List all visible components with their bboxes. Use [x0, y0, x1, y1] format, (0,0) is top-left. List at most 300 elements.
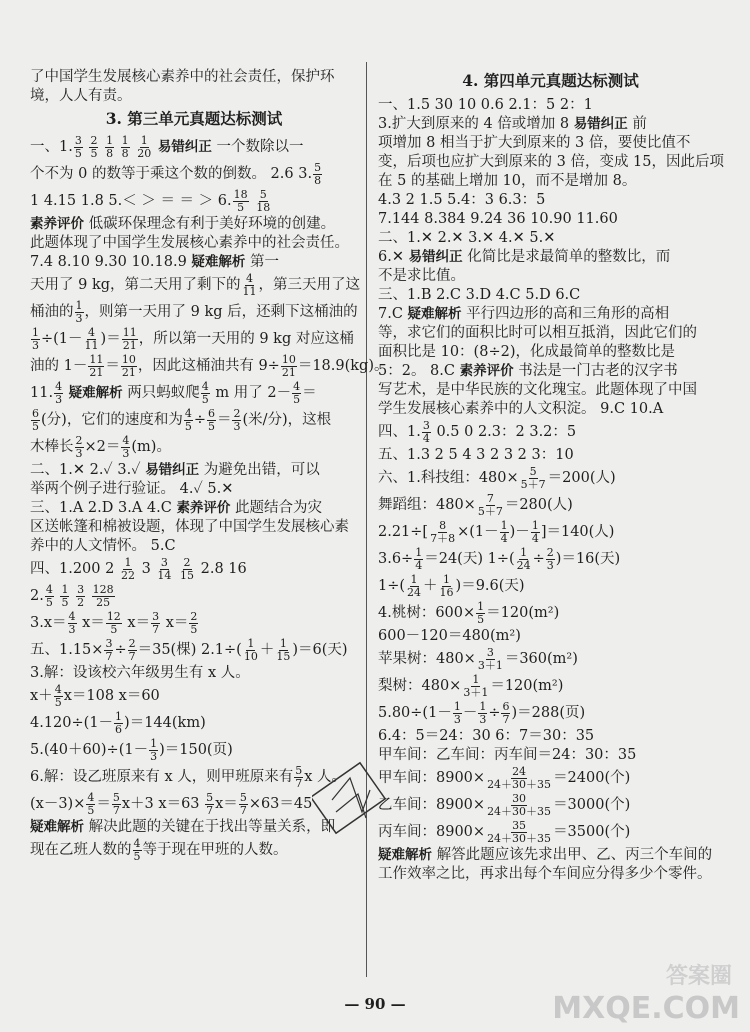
text-line: [30, 737, 358, 764]
numerator: 1: [115, 709, 123, 723]
fraction: [462, 674, 489, 699]
text-line: [30, 352, 389, 380]
denominator: 5: [207, 419, 215, 433]
text-segment: ÷: [114, 642, 127, 658]
text-line: 3.解：设该校六年级男生有 x 人。: [30, 665, 250, 681]
denominator: 7＋8: [430, 531, 456, 545]
numerator: 4: [55, 379, 63, 393]
denominator: 3: [479, 712, 487, 726]
text-segment: ＋: [423, 578, 438, 594]
numerator: 3: [160, 555, 168, 569]
text-segment: 平行四边形的高和三角形的高相: [461, 306, 670, 322]
denominator: 15: [276, 649, 291, 663]
text-segment: ＝3000(个): [553, 797, 631, 813]
text-segment: )＝16(天): [555, 551, 621, 567]
fraction: [477, 493, 504, 518]
text-segment: 五、1.15×: [30, 642, 104, 658]
text-line: 写艺术，是中华民族的文化瑰宝。此题体现了中国: [378, 382, 697, 398]
fraction: [439, 574, 455, 599]
fraction: [292, 381, 301, 406]
numerator: 5: [314, 160, 322, 174]
denominator: 22: [120, 568, 135, 582]
fraction: [486, 793, 552, 818]
numerator: 1: [415, 545, 423, 559]
text-line: 工作效率之比，再求出每个车间应分得多少个零件。: [378, 866, 712, 882]
text-line: [378, 819, 723, 846]
text-segment: 此题结合为灾: [230, 500, 323, 516]
text-segment: ×(1－: [457, 524, 499, 540]
numerator: 2: [183, 555, 191, 569]
fraction: [92, 584, 115, 609]
denominator: 5: [184, 419, 192, 433]
numerator: 1: [472, 672, 480, 686]
text-line: [30, 271, 361, 299]
text-segment: 一个数除以一: [211, 139, 304, 155]
text-line: 在 5 的基础上增加 10，而不是增加 8。: [378, 173, 637, 189]
text-segment: )－: [509, 524, 530, 540]
numerator: 1: [32, 325, 39, 339]
text-line: 了中国学生发展核心素养中的社会责任，保护环: [30, 69, 335, 85]
fraction: [546, 547, 555, 572]
denominator: 11: [242, 284, 257, 298]
text-segment: ＝: [216, 412, 232, 428]
denominator: 4: [422, 431, 430, 445]
fraction: [156, 557, 172, 582]
fraction: [184, 408, 193, 433]
text-segment: 等于现在甲班的人数。: [142, 842, 288, 858]
text-line: 4.3 2 1.5 5.4：3 6.3：5: [378, 192, 546, 208]
fraction: [31, 408, 40, 433]
denominator: 4: [531, 531, 539, 545]
text-segment: 6.解：设乙班原来有 x 人，则甲班原来有: [30, 769, 294, 785]
text-segment: 两只蚂蚁爬: [122, 385, 200, 401]
annotation-tag: 素养评价: [30, 216, 84, 232]
annotation-tag: 易错纠正: [408, 249, 463, 265]
text-segment: x＝: [161, 615, 189, 631]
denominator: 14: [157, 568, 172, 582]
text-segment: )＝288(页): [511, 705, 586, 721]
text-segment: )＝150(页): [159, 742, 233, 758]
text-line: [30, 637, 358, 664]
fraction: [476, 601, 485, 626]
denominator: 24＋30＋35: [487, 804, 552, 818]
text-line: 600－120＝480(m²): [378, 628, 521, 644]
numerator: 2: [128, 636, 136, 650]
numerator: 2: [190, 609, 198, 623]
text-line: [30, 818, 358, 837]
text-line: 变，后项也应扩大到原来的 3 倍，变成 15，因此后项: [378, 154, 725, 170]
text-segment: [250, 193, 255, 209]
text-segment: 解答此题应该先求出甲、乙、丙三个车间的: [432, 847, 713, 863]
fraction: [121, 135, 130, 160]
denominator: 5: [110, 622, 118, 636]
text-segment: [55, 588, 60, 604]
fraction: [406, 574, 422, 599]
text-segment: 个不为 0 的数等于乘这个数的倒数。 2.6 3.: [30, 166, 313, 182]
text-line: 一、1.5 30 10 0.6 2.1：5 2：1: [378, 97, 593, 113]
numerator: 5: [529, 464, 537, 478]
text-segment: 四、1.: [378, 424, 421, 440]
text-segment: 梨树：480×: [378, 678, 462, 694]
denominator: 5: [87, 803, 95, 817]
text-line: [378, 248, 723, 267]
annotation-tag: 易错纠正: [145, 462, 200, 478]
denominator: 3: [546, 558, 554, 572]
text-line: [30, 188, 358, 215]
text-segment: ＝35(棵) 2.1÷(: [137, 642, 242, 658]
numerator: 12: [106, 609, 121, 623]
text-line: [30, 683, 358, 710]
fraction: [275, 638, 291, 663]
text-line: [378, 546, 723, 573]
text-line: [30, 326, 358, 353]
text-segment: ＝3500(个): [553, 824, 631, 840]
text-segment: 7.C: [378, 306, 408, 322]
text-line: [378, 573, 723, 600]
numerator: 1: [61, 582, 69, 596]
text-line: 甲车间：乙车间：丙车间＝24：30：35: [378, 747, 637, 763]
denominator: 8: [314, 173, 322, 187]
numerator: 3: [77, 582, 85, 596]
fraction: [121, 435, 130, 460]
fraction: [106, 611, 122, 636]
text-segment: 6.✕: [378, 249, 409, 265]
fraction: [453, 701, 462, 726]
text-line: [378, 362, 723, 381]
fraction: [136, 135, 152, 160]
fraction: [242, 273, 258, 298]
text-segment: ÷: [193, 412, 206, 428]
denominator: 7: [295, 776, 303, 790]
denominator: 6: [115, 722, 123, 736]
denominator: 3: [453, 712, 461, 726]
numerator: 8: [439, 518, 447, 532]
fraction: [60, 584, 69, 609]
text-segment: [131, 139, 136, 155]
text-segment: [99, 139, 104, 155]
annotation-tag: 易错纠正: [157, 139, 212, 155]
text-segment: 第一: [245, 254, 280, 270]
text-segment: x＝: [215, 796, 238, 812]
numerator: 11: [122, 325, 137, 339]
text-segment: 4.120÷(1－: [30, 715, 114, 731]
text-segment: ，则第一天用了 9 kg 后，还剩下这桶油的: [84, 304, 358, 320]
text-line: 养中的人文情怀。 5.C: [30, 538, 176, 554]
numerator: 1: [477, 599, 485, 613]
numerator: 4: [201, 379, 209, 393]
text-line: 6.4：5＝24：30 6：7＝30：35: [378, 728, 595, 744]
denominator: 5: [32, 419, 39, 433]
text-segment: x＝: [122, 615, 151, 631]
text-segment: 5：2。 8.C: [378, 363, 460, 379]
text-segment: x＝: [77, 615, 105, 631]
text-segment: 2.21÷[: [378, 524, 429, 540]
denominator: 8: [121, 146, 129, 160]
fraction: [54, 381, 63, 406]
text-line: [30, 499, 358, 518]
fraction: [281, 354, 297, 379]
numerator: 1: [479, 699, 487, 713]
text-line: [30, 380, 358, 407]
numerator: 35: [512, 818, 527, 832]
numerator: 7: [486, 491, 494, 505]
annotation-tag: 易错纠正: [573, 116, 628, 132]
text-segment: 1÷(: [378, 578, 406, 594]
text-segment: 3: [136, 561, 156, 577]
denominator: 5: [61, 595, 69, 609]
fraction: [179, 557, 195, 582]
text-line: [378, 792, 723, 819]
numerator: 3: [152, 609, 160, 623]
text-segment: 一、1.: [30, 139, 73, 155]
fraction: [121, 354, 137, 379]
numerator: 4: [246, 271, 254, 285]
fraction: [76, 584, 85, 609]
text-segment: ，第三天用了这: [258, 277, 361, 293]
text-segment: ＝200(人): [547, 470, 616, 486]
text-line: 举两个例子进行验证。 4.✓ 5.✕: [30, 481, 234, 497]
numerator: 3: [422, 418, 430, 432]
fraction: [201, 381, 210, 406]
denominator: 3: [233, 419, 241, 433]
numerator: 1: [520, 545, 528, 559]
text-segment: 5.(40＋60)÷(1－: [30, 742, 149, 758]
numerator: 2: [546, 545, 554, 559]
numerator: 10: [281, 352, 296, 366]
denominator: 21: [89, 365, 104, 379]
annotation-tag: 疑难解析: [30, 819, 84, 835]
text-line: 五、1.3 2 5 4 3 2 3 2 3：10: [378, 447, 574, 463]
text-segment: x＝108 x＝60: [63, 688, 160, 704]
text-segment: ＝: [105, 358, 120, 374]
text-line: 7.144 8.384 9.24 36 10.90 11.60: [378, 211, 618, 227]
text-segment: 0.5 0 2.3：2 3.2：5: [431, 424, 577, 440]
denominator: 5: [74, 146, 82, 160]
denominator: 24＋30＋35: [487, 777, 552, 791]
denominator: 3: [55, 392, 63, 406]
numerator: 30: [512, 791, 527, 805]
text-segment: 丙车间：8900×: [378, 824, 486, 840]
fraction: [243, 638, 259, 663]
numerator: 4: [122, 433, 130, 447]
text-segment: －: [462, 705, 478, 721]
text-line: [30, 461, 358, 480]
fraction: [105, 135, 114, 160]
text-segment: )＝144(km): [124, 715, 206, 731]
numerator: 1: [121, 133, 129, 147]
text-line: [378, 646, 723, 673]
text-line: [30, 134, 358, 161]
text-line: [378, 765, 723, 792]
text-line: [30, 583, 358, 610]
fraction: [31, 327, 40, 352]
annotation-tag: 素养评价: [176, 500, 231, 516]
numerator: 6: [32, 406, 39, 420]
text-segment: ＝18.9(kg)。: [297, 358, 389, 374]
numerator: 2: [233, 406, 241, 420]
text-line: 区送帐篷和棉被设题，体现了中国学生发展核心素: [30, 519, 349, 535]
numerator: 1: [75, 298, 83, 312]
text-segment: 木棒长: [30, 439, 74, 455]
text-line: 此题体现了中国学生发展核心素养中的社会责任。: [30, 235, 349, 251]
denominator: 10: [243, 649, 258, 663]
fraction: [75, 300, 84, 325]
text-segment: ，所以第一天用的 9 kg 对应这桶: [138, 331, 354, 347]
fraction: [86, 792, 95, 817]
denominator: 3: [75, 446, 83, 460]
text-line: [30, 710, 358, 737]
text-segment: ＝120(m²): [486, 605, 560, 621]
numerator: 1: [531, 518, 539, 532]
text-segment: 甲车间：8900×: [378, 770, 486, 786]
text-line: [378, 492, 723, 519]
denominator: 7: [239, 803, 247, 817]
denominator: 3＋1: [463, 685, 489, 699]
text-line: [378, 305, 723, 324]
numerator: 1: [500, 518, 508, 532]
numerator: 4: [87, 790, 95, 804]
watermark-logo: 答案圈: [665, 964, 732, 989]
numerator: 4: [68, 609, 76, 623]
text-line: [30, 556, 358, 583]
text-segment: [70, 588, 75, 604]
denominator: 7: [152, 622, 160, 636]
denominator: 5: [190, 622, 198, 636]
numerator: 5: [239, 790, 247, 804]
numerator: 1: [453, 699, 461, 713]
denominator: 18: [256, 200, 271, 214]
fraction: [112, 792, 121, 817]
fraction: [133, 838, 142, 863]
fraction: [88, 354, 104, 379]
text-line: [378, 115, 723, 134]
text-segment: 乙车间：8900×: [378, 797, 486, 813]
fraction: [122, 327, 138, 352]
text-segment: x＋3 x＝63: [121, 796, 205, 812]
denominator: 3: [68, 622, 76, 636]
fraction: [520, 466, 547, 491]
text-segment: ÷(1－: [41, 331, 83, 347]
text-segment: ＝120(m²): [490, 678, 564, 694]
fraction: [89, 135, 98, 160]
text-segment: 5.80÷(1－: [378, 705, 452, 721]
fraction: [232, 408, 241, 433]
text-segment: 苹果树：480×: [378, 651, 476, 667]
text-line: [30, 764, 358, 791]
text-segment: 前: [627, 116, 647, 132]
text-line: 面积比是 10：(8÷2)，化成最简单的整数比是: [378, 344, 675, 360]
text-segment: ×63＝45: [248, 796, 313, 812]
fraction: [531, 520, 540, 545]
text-segment: ＝24(天) 1÷(: [424, 551, 515, 567]
denominator: 4: [500, 531, 508, 545]
fraction: [500, 520, 509, 545]
text-segment: 2.8 16: [196, 561, 247, 577]
numerator: 128: [92, 582, 114, 596]
text-line: [378, 673, 723, 700]
text-line: [30, 253, 358, 272]
fraction: [54, 684, 63, 709]
text-segment: (米/分)，这根: [242, 412, 332, 428]
text-segment: 舞蹈组：480×: [378, 497, 476, 513]
numerator: 3: [74, 133, 82, 147]
annotation-tag: 疑难解析: [191, 254, 246, 270]
numerator: 3: [105, 636, 113, 650]
text-line: 二、1.✕ 2.✕ 3.✕ 4.✕ 5.✕: [378, 230, 556, 246]
numerator: 18: [233, 187, 248, 201]
fraction: [151, 611, 160, 636]
text-segment: )＝9.6(天): [455, 578, 525, 594]
fraction: [120, 557, 136, 582]
fraction: [501, 701, 510, 726]
text-segment: ÷: [532, 551, 545, 567]
denominator: 20: [137, 146, 152, 160]
denominator: 7: [105, 649, 113, 663]
denominator: 3: [75, 311, 83, 325]
text-segment: 7.4 8.10 9.30 10.18.9: [30, 254, 192, 270]
text-segment: 3.扩大到原来的 4 倍或增加 8: [378, 116, 574, 132]
numerator: 11: [89, 352, 104, 366]
text-segment: 2.: [30, 588, 44, 604]
text-line: 三、1.B 2.C 3.D 4.C 5.D 6.C: [378, 287, 581, 303]
text-segment: ÷: [488, 705, 501, 721]
denominator: 3: [32, 338, 39, 352]
text-segment: ＝: [96, 796, 111, 812]
numerator: 1: [247, 636, 255, 650]
denominator: 21: [121, 365, 136, 379]
text-segment: 二、1.✕ 2.✓ 3.✓: [30, 462, 146, 478]
numerator: 1: [150, 736, 158, 750]
denominator: 21: [122, 338, 137, 352]
numerator: 1: [279, 636, 287, 650]
fraction: [84, 327, 100, 352]
text-segment: 现在乙班人数的: [30, 842, 132, 858]
fraction: [207, 408, 216, 433]
fraction: [75, 435, 84, 460]
text-segment: x 人。: [304, 769, 347, 785]
text-segment: 解决此题的关键在于找出等量关系，即: [84, 819, 336, 835]
text-line: [378, 519, 723, 546]
text-segment: 三、1.A 2.D 3.A 4.C: [30, 500, 177, 516]
denominator: 15: [180, 568, 195, 582]
annotation-tag: 疑难解析: [68, 385, 123, 401]
numerator: 4: [293, 379, 301, 393]
text-line: [30, 610, 358, 637]
numerator: 6: [502, 699, 510, 713]
text-line: [378, 465, 723, 492]
text-line: 学生发展核心素养中的人文积淀。 9.C 10.A: [378, 401, 664, 417]
page-number: — 90 —: [344, 995, 406, 1013]
numerator: 1: [140, 133, 148, 147]
text-line: 不是求比值。: [378, 268, 465, 284]
text-segment: [86, 588, 91, 604]
text-segment: ＝280(人): [504, 497, 573, 513]
text-segment: 3.x＝: [30, 615, 67, 631]
fraction: [477, 647, 504, 672]
denominator: 5: [201, 392, 209, 406]
numerator: 2: [90, 133, 98, 147]
text-line: [30, 434, 358, 461]
denominator: 5: [54, 695, 62, 709]
denominator: 24: [407, 585, 422, 599]
fraction: [422, 420, 431, 445]
annotation-tag: 素养评价: [459, 363, 514, 379]
text-segment: [84, 139, 89, 155]
text-segment: 书法是一门古老的汉字书: [513, 363, 678, 379]
fraction: [189, 611, 198, 636]
text-line: [378, 600, 723, 627]
denominator: 5＋7: [477, 504, 503, 518]
